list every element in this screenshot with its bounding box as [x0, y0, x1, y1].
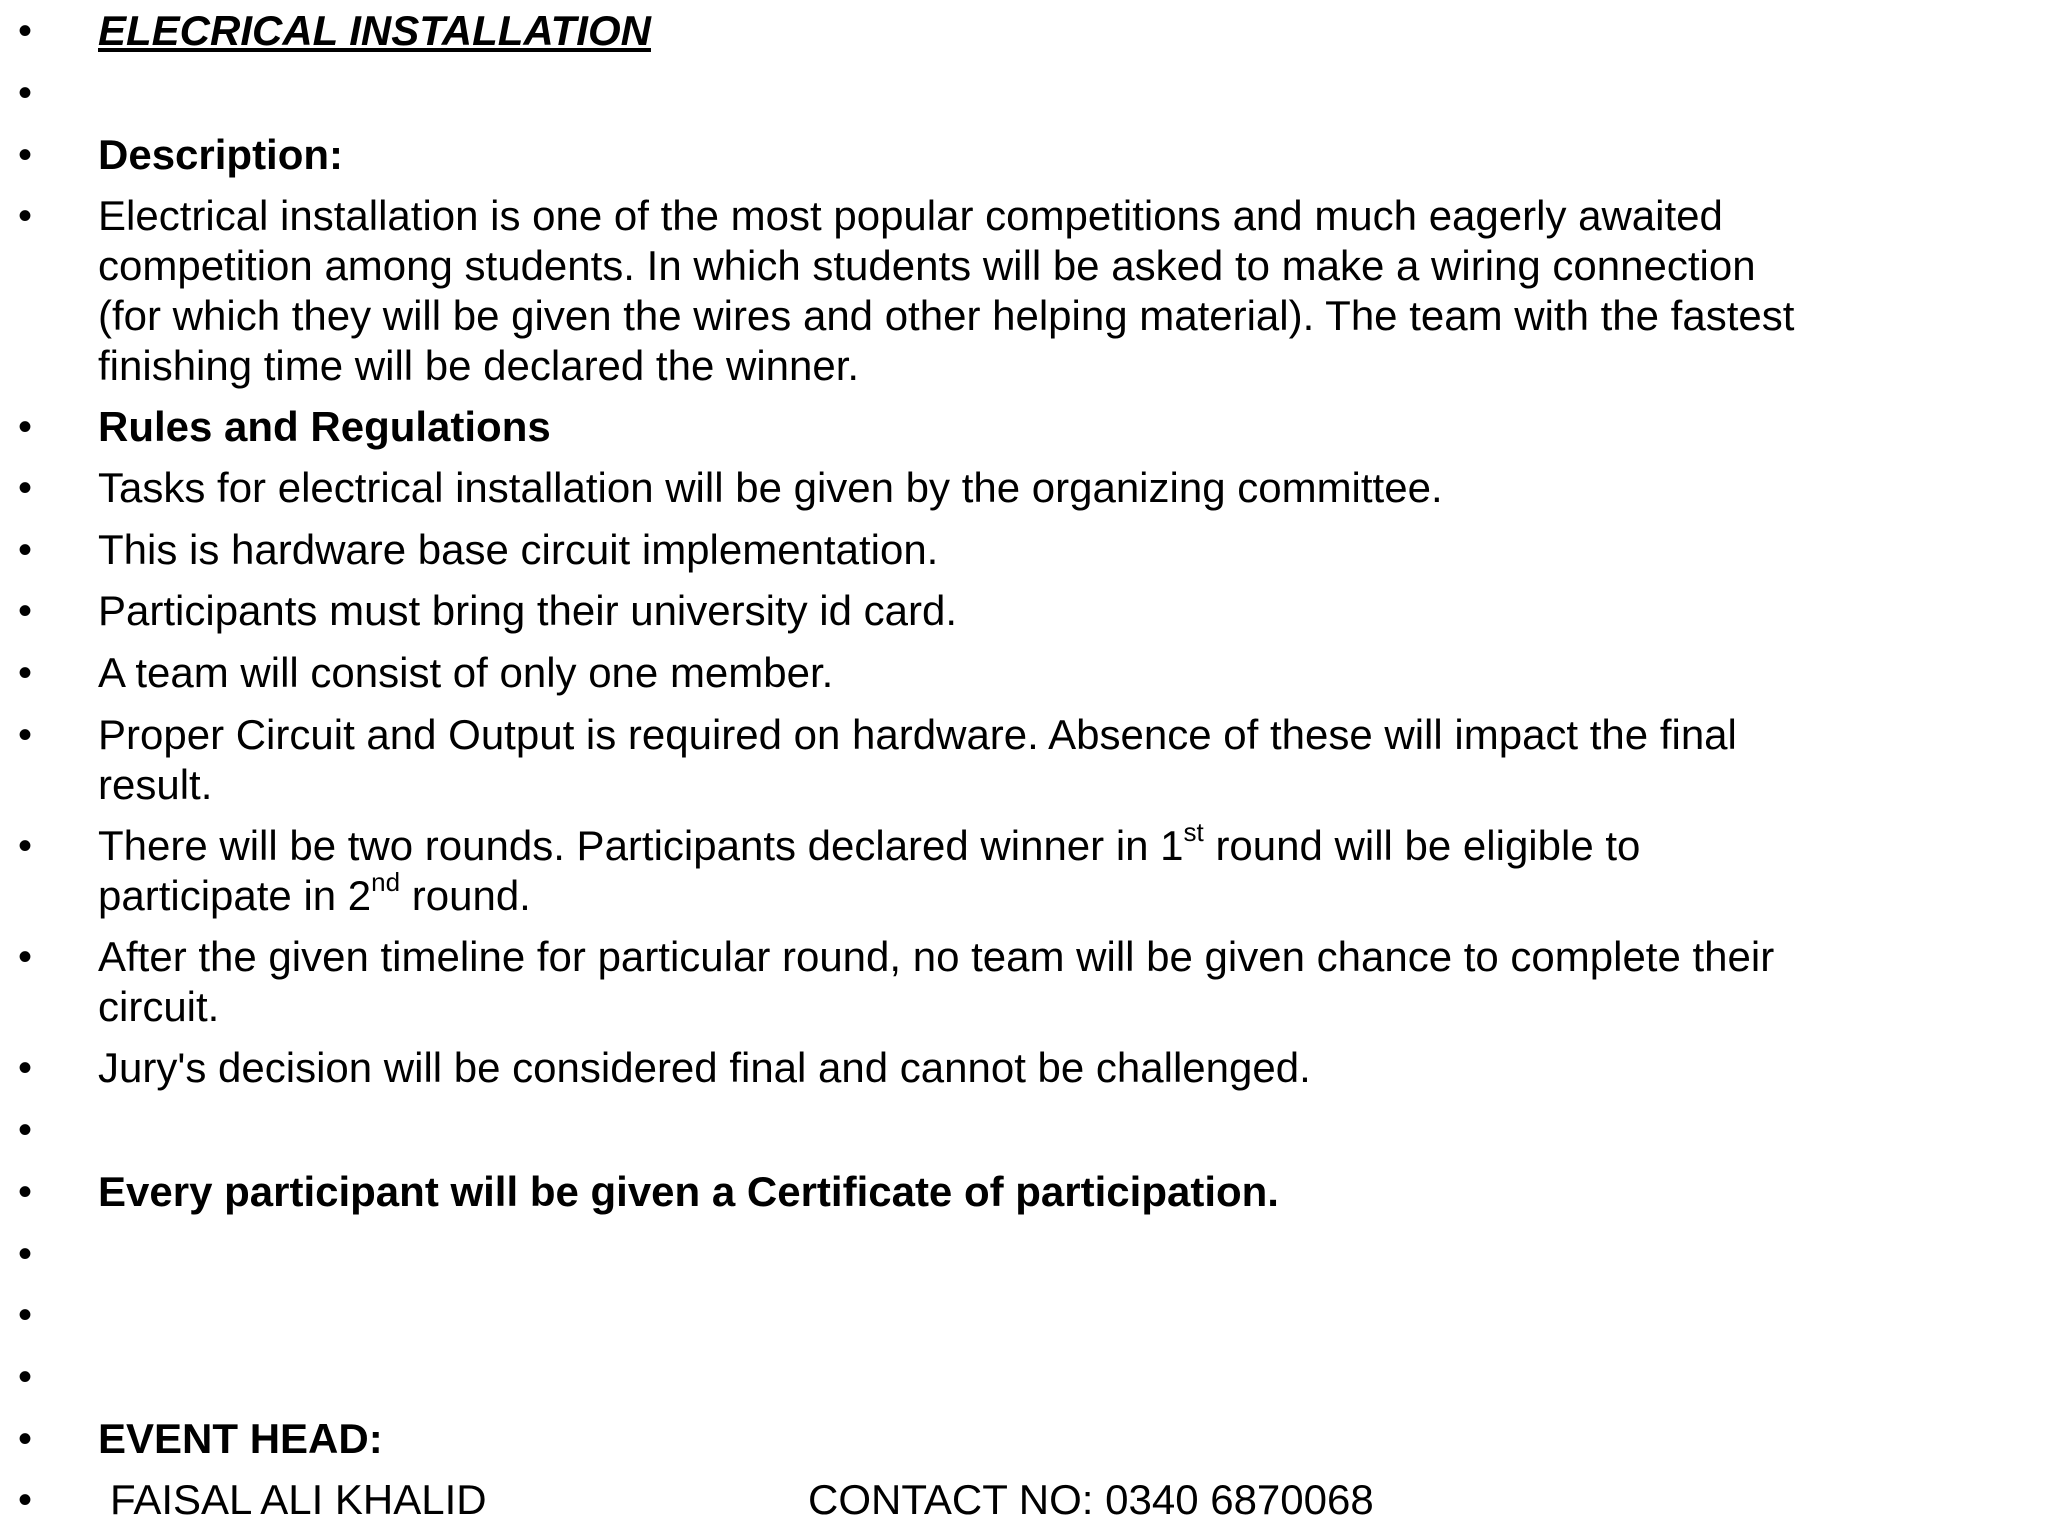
bullet: • [18, 405, 33, 449]
rule-text: circuit. [98, 983, 220, 1030]
bullet: • [18, 1293, 33, 1337]
bullet: • [18, 1355, 33, 1399]
bullet: • [18, 1108, 33, 1152]
bullet: • [18, 1170, 33, 1214]
rule-text: Tasks for electrical installation will be given by the organizing committee. [98, 464, 1443, 511]
bullet: • [18, 935, 33, 979]
rule-text [98, 817, 2043, 871]
rule-text: This is hardware base circuit implementation. [98, 526, 939, 573]
page-title: ELECRICAL INSTALLATION [98, 7, 651, 54]
bullet: • [18, 194, 33, 238]
event-head-label: EVENT HEAD: [98, 1415, 383, 1462]
description-line-3: (for which they will be given the wires and other helping material). The team with the fastest [98, 292, 1795, 339]
event-head-name: FAISAL ALI KHALID [110, 1476, 487, 1523]
bullet: • [18, 528, 33, 572]
ordinal-suffix: st [1183, 817, 1204, 847]
bullet: • [18, 1232, 33, 1276]
bullet: • [18, 466, 33, 510]
rule-text: A team will consist of only one member. [98, 649, 834, 696]
rule-text-part: There will be two rounds. Participants declared winner in 1 [98, 822, 1184, 869]
rule-text: Jury's decision will be considered final and cannot be challenged. [98, 1044, 1311, 1091]
description-line-4: finishing time will be declared the winner. [98, 342, 860, 389]
rule-text-part: participate in 2 [98, 872, 372, 919]
rule-text: Proper Circuit and Output is required on hardware. Absence of these will impact the final [98, 711, 1737, 758]
bullet: • [18, 824, 33, 868]
bullet: • [18, 71, 33, 115]
contact-number: CONTACT NO: 0340 6870068 [808, 1476, 1374, 1523]
description-line-1: Electrical installation is one of the most popular competitions and much eagerly awaited [98, 192, 1723, 239]
bullet: • [18, 1046, 33, 1090]
bullet: • [18, 133, 33, 177]
bullet: • [18, 1417, 33, 1461]
rule-text: Participants must bring their university id card. [98, 587, 958, 634]
rule-text-part: round will be eligible to [1203, 822, 1641, 869]
certificate-text: Every participant will be given a Certificate of participation. [98, 1168, 1279, 1215]
rules-heading: Rules and Regulations [98, 403, 551, 450]
bullet: • [18, 651, 33, 695]
description-line-2: competition among students. In which students will be asked to make a wiring connection [98, 242, 1756, 289]
bullet: • [18, 713, 33, 757]
ordinal-suffix: nd [371, 867, 401, 897]
rule-text [98, 867, 2043, 921]
bullet: • [18, 589, 33, 633]
bullet: • [18, 1478, 33, 1522]
rule-text-part: round. [400, 872, 531, 919]
description-heading: Description: [98, 131, 344, 178]
rule-text: After the given timeline for particular round, no team will be given chance to complete their [98, 933, 1775, 980]
rule-text: result. [98, 761, 213, 808]
bullet: • [18, 9, 33, 53]
